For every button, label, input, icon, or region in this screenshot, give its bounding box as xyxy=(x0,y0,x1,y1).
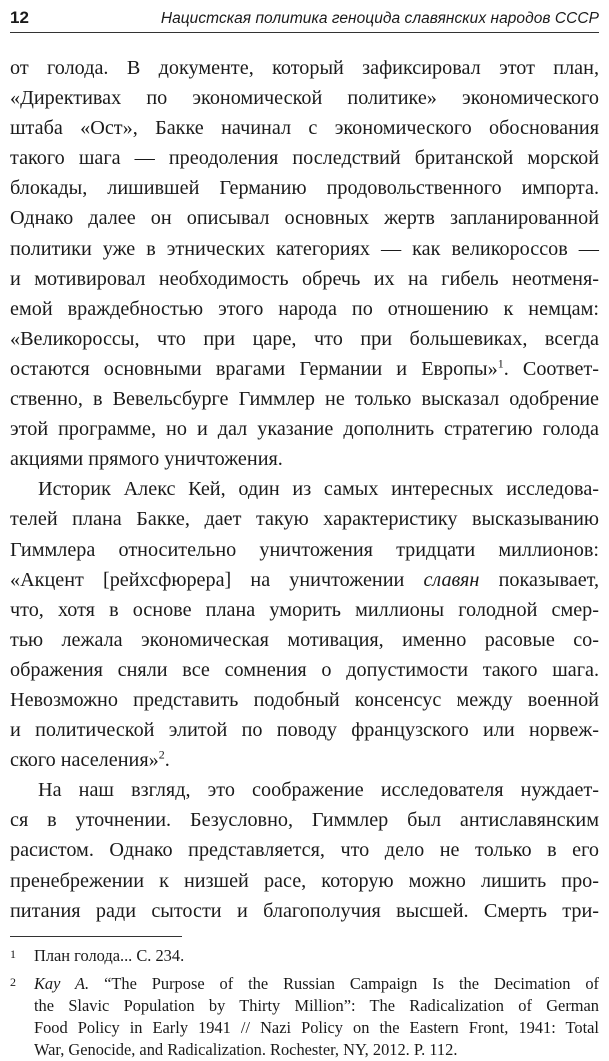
text-line: от голода. В документе, который зафиксировал этот план, xyxy=(10,57,599,79)
text-line: «Великороссы, что при царе, что при большевиках, всегда xyxy=(10,327,599,350)
text-line: штаба «Ост», Бакке начинал с экономического обоснования xyxy=(10,117,599,140)
paragraph-1 xyxy=(10,53,599,474)
text-line: «Директивах по экономической политике» экономического xyxy=(10,87,599,110)
main-text xyxy=(10,53,599,926)
footnote-ref-1[interactable]: 1 xyxy=(497,356,504,371)
text-line: пренебрежении к низшей расе, которую можно лишить про- xyxy=(10,869,599,892)
text-line xyxy=(10,745,599,775)
running-title: Нацистская политика геноцида славянских народов СССР xyxy=(160,10,599,27)
footnote-2 xyxy=(10,973,599,1061)
text-line: и политической элитой по поводу французского или норвеж- xyxy=(10,719,599,742)
emphasized-word: славян xyxy=(423,568,480,591)
footnote-author: Kay A. xyxy=(34,973,90,993)
text-line: акциями прямого уничтожения. xyxy=(10,448,283,471)
footnote-number: 1 xyxy=(10,946,16,961)
text-line: что, хотя в основе плана уморить миллионы голодной смер- xyxy=(10,598,599,621)
text-line: расистом. Однако представляется, что дело не только в его xyxy=(10,839,599,862)
text-line: Однако далее он описывал основных жертв запланированной xyxy=(10,207,599,230)
text-line: емой враждебностью этого народа по отношению к немцам: xyxy=(10,297,599,320)
text-segment: “The Purpose of the Russian Campaign Is the Decimation of xyxy=(89,973,599,993)
footnote-number: 2 xyxy=(10,974,16,989)
footnote-line xyxy=(34,973,599,995)
paragraph-2 xyxy=(10,474,599,775)
footnote-line: Food Policy in Early 1941 // Nazi Policy on the Eastern Front, 1941: Total xyxy=(34,1017,599,1037)
text-line: питания ради сытости и благополучия высшей. Смерть три- xyxy=(10,899,599,922)
text-line: ображения сняли все сомнения о допустимости такого шага. xyxy=(10,658,599,681)
text-segment: ского населения» xyxy=(10,749,159,772)
text-line xyxy=(10,354,599,384)
text-line: На наш взгляд, это соображение исследователя нуждает- xyxy=(38,779,599,802)
footnotes xyxy=(10,945,599,1061)
footnote-divider xyxy=(10,936,182,937)
text-segment: . Соответ- xyxy=(503,357,599,380)
footnote-text xyxy=(34,973,599,1061)
page-number: 12 xyxy=(10,8,29,27)
text-line: этой программе, но и дал указание дополнить стратегию голода xyxy=(10,418,599,441)
footnote-1 xyxy=(10,945,599,967)
text-line: Историк Алекс Кей, один из самых интересных исследова- xyxy=(38,478,599,501)
text-segment: остаются основными врагами Германии и Европы» xyxy=(10,357,498,380)
text-line: телей плана Бакке, дает такую характеристику высказыванию xyxy=(10,508,599,531)
text-line: ственно, в Вевельсбурге Гиммлер не только высказал одобрение xyxy=(10,388,599,411)
text-line: ся в уточнении. Безусловно, Гиммлер был антиславянским xyxy=(10,809,599,832)
text-line: тью лежала экономическая мотивация, именно расовые со- xyxy=(10,628,599,651)
paragraph-3 xyxy=(10,775,599,925)
text-line xyxy=(10,565,599,595)
footnote-line: План голода... С. 234. xyxy=(34,945,185,965)
text-line: и мотивировал необходимость обречь их на гибель неотменя- xyxy=(10,267,599,290)
text-segment: . xyxy=(164,749,170,772)
text-line: политики уже в этнических категориях — как великороссов — xyxy=(10,237,599,260)
text-line: Невозможно представить подобный консенсус между военной xyxy=(10,688,599,711)
text-segment: показывает, xyxy=(479,568,600,591)
text-line: такого шага — преодоления последствий британской морской xyxy=(10,147,599,170)
footnote-line: the Slavic Population by Thirty Million”: The Radicalization of German xyxy=(34,995,599,1015)
footnote-text xyxy=(34,945,599,967)
footnote-line: War, Genocide, and Radicalization. Rochester, NY, 2012. P. 112. xyxy=(34,1039,458,1059)
running-header xyxy=(10,6,599,33)
text-line: Гиммлера относительно уничтожения тридцати миллионов: xyxy=(10,538,599,561)
text-segment: «Акцент [рейхсфюрера] на уничтожении xyxy=(10,568,424,591)
footnote-ref-2[interactable]: 2 xyxy=(158,747,165,762)
text-line: блокады, лишившей Германию продовольственного импорта. xyxy=(10,177,599,200)
